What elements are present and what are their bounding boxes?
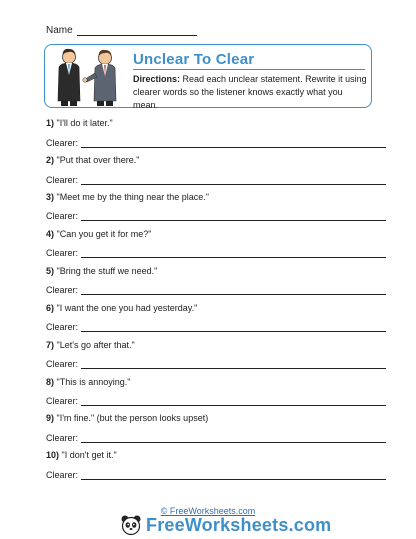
answer-row-7 bbox=[46, 359, 386, 369]
answer-row-2 bbox=[46, 175, 386, 185]
question-text: "Put that over there." bbox=[54, 155, 140, 165]
question-number: 2) bbox=[46, 155, 55, 165]
question-text: "Bring the stuff we need." bbox=[54, 266, 158, 276]
answer-row-8 bbox=[46, 396, 386, 406]
answer-row-9 bbox=[46, 433, 386, 443]
answer-line[interactable] bbox=[81, 248, 386, 258]
question-8 bbox=[46, 377, 130, 387]
question-number: 4) bbox=[46, 229, 55, 239]
footer-url-link[interactable]: © FreeWorksheets.com bbox=[160, 506, 256, 516]
answer-line[interactable] bbox=[81, 470, 386, 480]
answer-line[interactable] bbox=[81, 322, 386, 332]
question-text: "Can you get it for me?" bbox=[54, 229, 152, 239]
directions-text: Read each unclear statement. Rewrite it using clearer words so the listener knows exactly what you mean. bbox=[133, 74, 367, 110]
footer-logo bbox=[120, 514, 331, 536]
answer-label: Clearer: bbox=[46, 470, 79, 480]
question-5 bbox=[46, 266, 157, 276]
answer-label: Clearer: bbox=[46, 322, 79, 332]
question-4 bbox=[46, 229, 151, 239]
answer-label: Clearer: bbox=[46, 211, 79, 221]
answer-row-10 bbox=[46, 470, 386, 480]
answer-label: Clearer: bbox=[46, 285, 79, 295]
answer-label: Clearer: bbox=[46, 396, 79, 406]
two-businessmen-illustration bbox=[51, 45, 127, 107]
question-text: "I don't get it." bbox=[59, 450, 117, 460]
question-7 bbox=[46, 340, 135, 350]
name-line[interactable] bbox=[77, 26, 197, 36]
question-number: 9) bbox=[46, 413, 55, 423]
answer-row-3 bbox=[46, 211, 386, 221]
footer-brand: FreeWorksheets.com bbox=[146, 514, 332, 535]
question-6 bbox=[46, 303, 197, 313]
question-text: "This is annoying." bbox=[54, 377, 131, 387]
question-text: "Meet me by the thing near the place." bbox=[54, 192, 209, 202]
answer-line[interactable] bbox=[81, 138, 386, 148]
panda-mascot-icon bbox=[120, 514, 142, 536]
question-number: 6) bbox=[46, 303, 55, 313]
answer-label: Clearer: bbox=[46, 433, 79, 443]
answer-line[interactable] bbox=[81, 211, 386, 221]
answer-row-4 bbox=[46, 248, 386, 258]
question-1 bbox=[46, 118, 113, 128]
directions bbox=[133, 73, 369, 112]
name-field-row bbox=[46, 25, 197, 36]
question-number: 1) bbox=[46, 118, 55, 128]
answer-line[interactable] bbox=[81, 359, 386, 369]
question-3 bbox=[46, 192, 209, 202]
question-number: 3) bbox=[46, 192, 55, 202]
answer-line[interactable] bbox=[81, 285, 386, 295]
answer-label: Clearer: bbox=[46, 248, 79, 258]
answer-row-6 bbox=[46, 322, 386, 332]
header-box bbox=[44, 44, 372, 108]
title-divider bbox=[133, 69, 365, 70]
answer-line[interactable] bbox=[81, 433, 386, 443]
worksheet-title: Unclear To Clear bbox=[133, 51, 255, 68]
answer-row-5 bbox=[46, 285, 386, 295]
answer-row-1 bbox=[46, 138, 386, 148]
question-text: "I want the one you had yesterday." bbox=[54, 303, 198, 313]
question-text: "I'm fine." (but the person looks upset) bbox=[54, 413, 209, 423]
question-number: 7) bbox=[46, 340, 55, 350]
question-number: 10) bbox=[46, 450, 60, 460]
directions-label: Directions: bbox=[133, 74, 181, 84]
answer-label: Clearer: bbox=[46, 175, 79, 185]
question-number: 5) bbox=[46, 266, 55, 276]
question-text: "Let's go after that." bbox=[54, 340, 135, 350]
answer-label: Clearer: bbox=[46, 359, 79, 369]
answer-label: Clearer: bbox=[46, 138, 79, 148]
question-2 bbox=[46, 155, 139, 165]
question-9 bbox=[46, 413, 208, 423]
question-number: 8) bbox=[46, 377, 55, 387]
name-label: Name bbox=[46, 25, 73, 36]
question-text: "I'll do it later." bbox=[54, 118, 113, 128]
answer-line[interactable] bbox=[81, 396, 386, 406]
question-10 bbox=[46, 450, 117, 460]
answer-line[interactable] bbox=[81, 175, 386, 185]
